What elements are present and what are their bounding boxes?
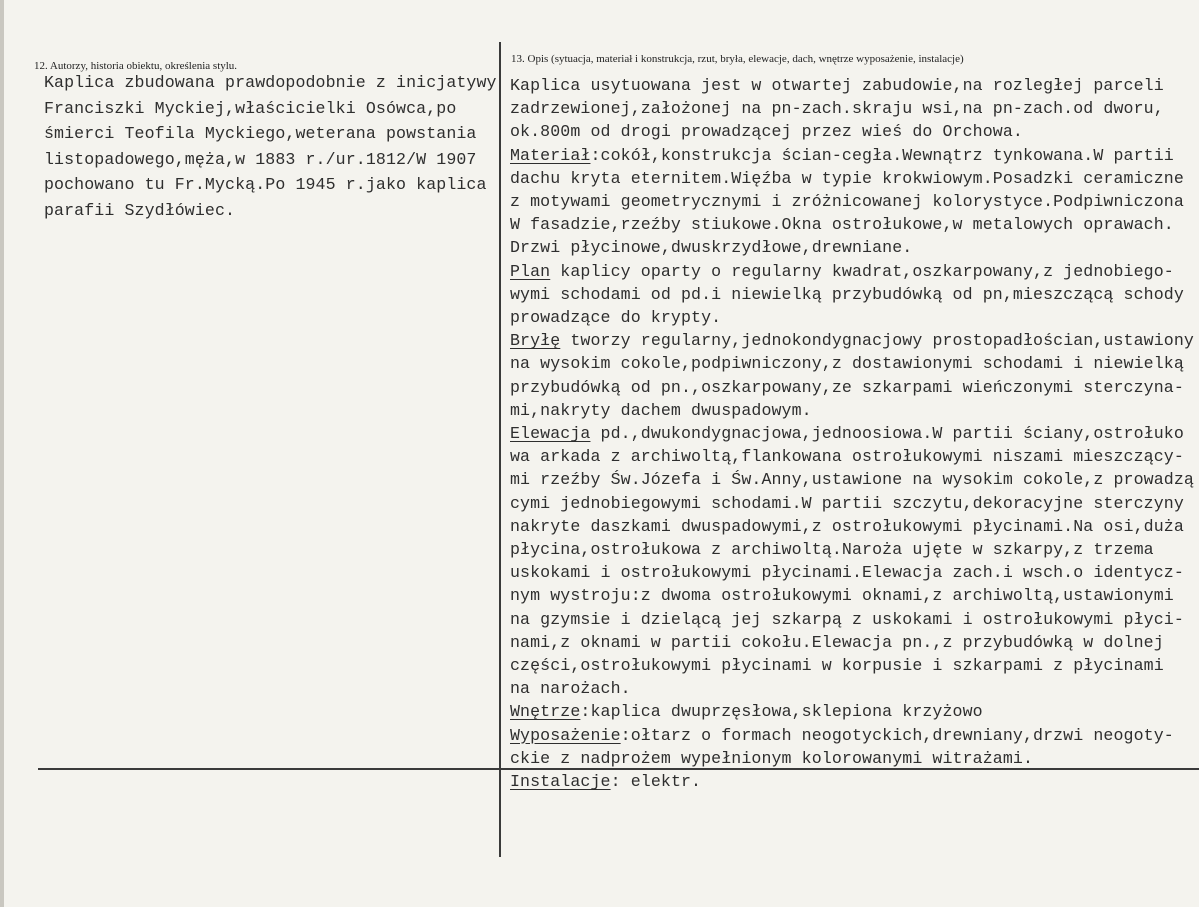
text-line: [510, 563, 1184, 582]
line-text: na narożach.: [510, 679, 631, 699]
text-line: [510, 215, 1174, 234]
text-line: [510, 99, 1164, 118]
page-edge: [0, 0, 4, 907]
column-divider: [499, 42, 501, 857]
line-text: ckie z nadprożem wypełnionym kolorowanymi witrażami.: [510, 748, 1034, 768]
line-text: nakryte daszkami dwuspadowymi,z ostrołukowymi płycinami.Na osi,duża: [510, 516, 1184, 536]
text-line: [510, 285, 1184, 304]
text-line: Franciszki Myckiej,właścicielki Osówca,po: [44, 98, 457, 118]
text-line: [510, 517, 1184, 536]
text-line: [510, 726, 1174, 745]
text-line: [510, 146, 1174, 165]
section-13-heading: 13. Opis (sytuacja, materiał i konstrukcja, rzut, bryła, elewacje, dach, wnętrze wyposażenie, instalacje): [511, 53, 964, 65]
line-text: : elektr.: [610, 772, 702, 791]
text-line: pochowano tu Fr.Mycką.Po 1945 r.jako kaplica: [44, 175, 487, 194]
line-text: z motywami geometrycznymi i zróżnicowanej kolorystyce.Podpiwniczona: [510, 192, 1184, 211]
text-line: [510, 540, 1154, 559]
text-line: [510, 122, 1023, 141]
text-line: listopadowego,męża,w 1883 r./ur.1812/W 1907: [44, 149, 477, 169]
section-divider: [38, 768, 1199, 770]
text-line: [510, 772, 701, 791]
text-line: [510, 702, 983, 721]
line-text: Drzwi płycinowe,dwuskrzydłowe,drewniane.: [510, 238, 913, 258]
text-line: [510, 679, 631, 698]
text-line: [510, 586, 1174, 605]
text-line: [510, 401, 812, 420]
line-text: wa arkada z archiwoltą,flankowana ostrołukowymi niszami mieszczący-: [510, 447, 1184, 467]
text-line: [510, 238, 912, 257]
text-line: [510, 169, 1184, 188]
text-line: [510, 331, 1194, 350]
line-text: płycina,ostrołukowa z archiwoltą.Naroża ujęte w szkarpy,z trzema: [510, 540, 1154, 559]
line-text: :kaplica dwuprzęsłowa,sklepiona krzyżowo: [580, 702, 983, 722]
text-line: śmierci Teofila Myckiego,weterana powstania: [44, 124, 477, 143]
text-line: [510, 354, 1184, 373]
line-text: wymi schodami od pd.i niewielką przybudówką od pn,mieszczącą schody: [510, 284, 1184, 304]
line-text: tworzy regularny,jednokondygnacjowy prostopadłościan,ustawiony: [560, 331, 1194, 351]
line-text: uskokami i ostrołukowymi płycinami.Elewacja zach.i wsch.o identycz-: [510, 563, 1184, 583]
text-line: Kaplica zbudowana prawdopodobnie z inicjatywy: [44, 73, 497, 92]
line-text: zadrzewionej,założonej na pn-zach.skraju wsi,na pn-zach.od dworu,: [510, 99, 1164, 119]
line-text: nami,z oknami w partii cokołu.Elewacja pn.,z przybudówką w dolnej: [510, 632, 1164, 652]
text-line: [510, 76, 1164, 95]
text-line: [510, 447, 1184, 466]
text-line: [510, 308, 721, 327]
line-text: prowadzące do krypty.: [510, 308, 722, 327]
text-line: [510, 192, 1184, 211]
line-text: mi rzeźby Św.Józefa i Św.Anny,ustawione na wysokim cokole,z prowadzą: [510, 470, 1194, 490]
underlined-keyword: Bryłę: [510, 331, 561, 351]
line-text: Kaplica usytuowana jest w otwartej zabudowie,na rozległej parceli: [510, 76, 1164, 95]
underlined-keyword: Plan: [510, 261, 551, 281]
text-line: [510, 633, 1164, 652]
underlined-keyword: Wyposażenie: [510, 725, 621, 745]
line-text: przybudówką od pn.,oszkarpowany,ze szkarpami wieńczonymi sterczyna-: [510, 377, 1184, 397]
line-text: :ołtarz o formach neogotyckich,drewniany,drzwi neogoty-: [620, 725, 1174, 745]
underlined-keyword: Elewacja: [510, 424, 591, 443]
underlined-keyword: Materiał: [510, 145, 591, 165]
underlined-keyword: Instalacje: [510, 772, 611, 791]
text-line: [510, 424, 1184, 443]
line-text: ok.800m od drogi prowadzącej przez wieś do Orchowa.: [510, 122, 1023, 142]
text-line: [510, 749, 1033, 768]
line-text: nym wystroju:z dwoma ostrołukowymi oknami,z archiwoltą,ustawionymi: [510, 586, 1174, 606]
line-text: pd.,dwukondygnacjowa,jednoosiowa.W partii ściany,ostrołuko: [590, 424, 1184, 443]
text-line: [510, 494, 1184, 513]
text-line: [510, 610, 1184, 629]
text-line: [510, 378, 1184, 397]
text-line: parafii Szydłówiec.: [44, 200, 236, 220]
line-text: na gzymsie i dzielącą jej szkarpą z uskokami i ostrołukowymi płyci-: [510, 609, 1184, 629]
line-text: cymi jednobiegowymi schodami.W partii szczytu,dekoracyjne sterczyny: [510, 493, 1184, 513]
text-line: [510, 656, 1164, 675]
section-12-heading: 12. Autorzy, historia obiektu, określenia stylu.: [34, 60, 238, 72]
line-text: W fasadzie,rzeźby stiukowe.Okna ostrołukowe,w metalowych oprawach.: [510, 215, 1174, 235]
line-text: części,ostrołukowymi płycinami w korpusie i szkarpami z płycinami: [510, 656, 1164, 675]
line-text: mi,nakryty dachem dwuspadowym.: [510, 400, 812, 420]
line-text: :cokół,konstrukcja ścian-cegła.Wewnątrz tynkowana.W partii: [590, 145, 1174, 165]
line-text: dachu kryta eternitem.Więźba w typie krokwiowym.Posadzki ceramiczne: [510, 168, 1184, 188]
text-line: [510, 470, 1194, 489]
line-text: kaplicy oparty o regularny kwadrat,oszkarpowany,z jednobiego-: [550, 261, 1174, 281]
underlined-keyword: Wnętrze: [510, 702, 581, 722]
line-text: na wysokim cokole,podpiwniczony,z dostawionymi schodami i niewielką: [510, 354, 1184, 374]
text-line: [510, 262, 1174, 281]
